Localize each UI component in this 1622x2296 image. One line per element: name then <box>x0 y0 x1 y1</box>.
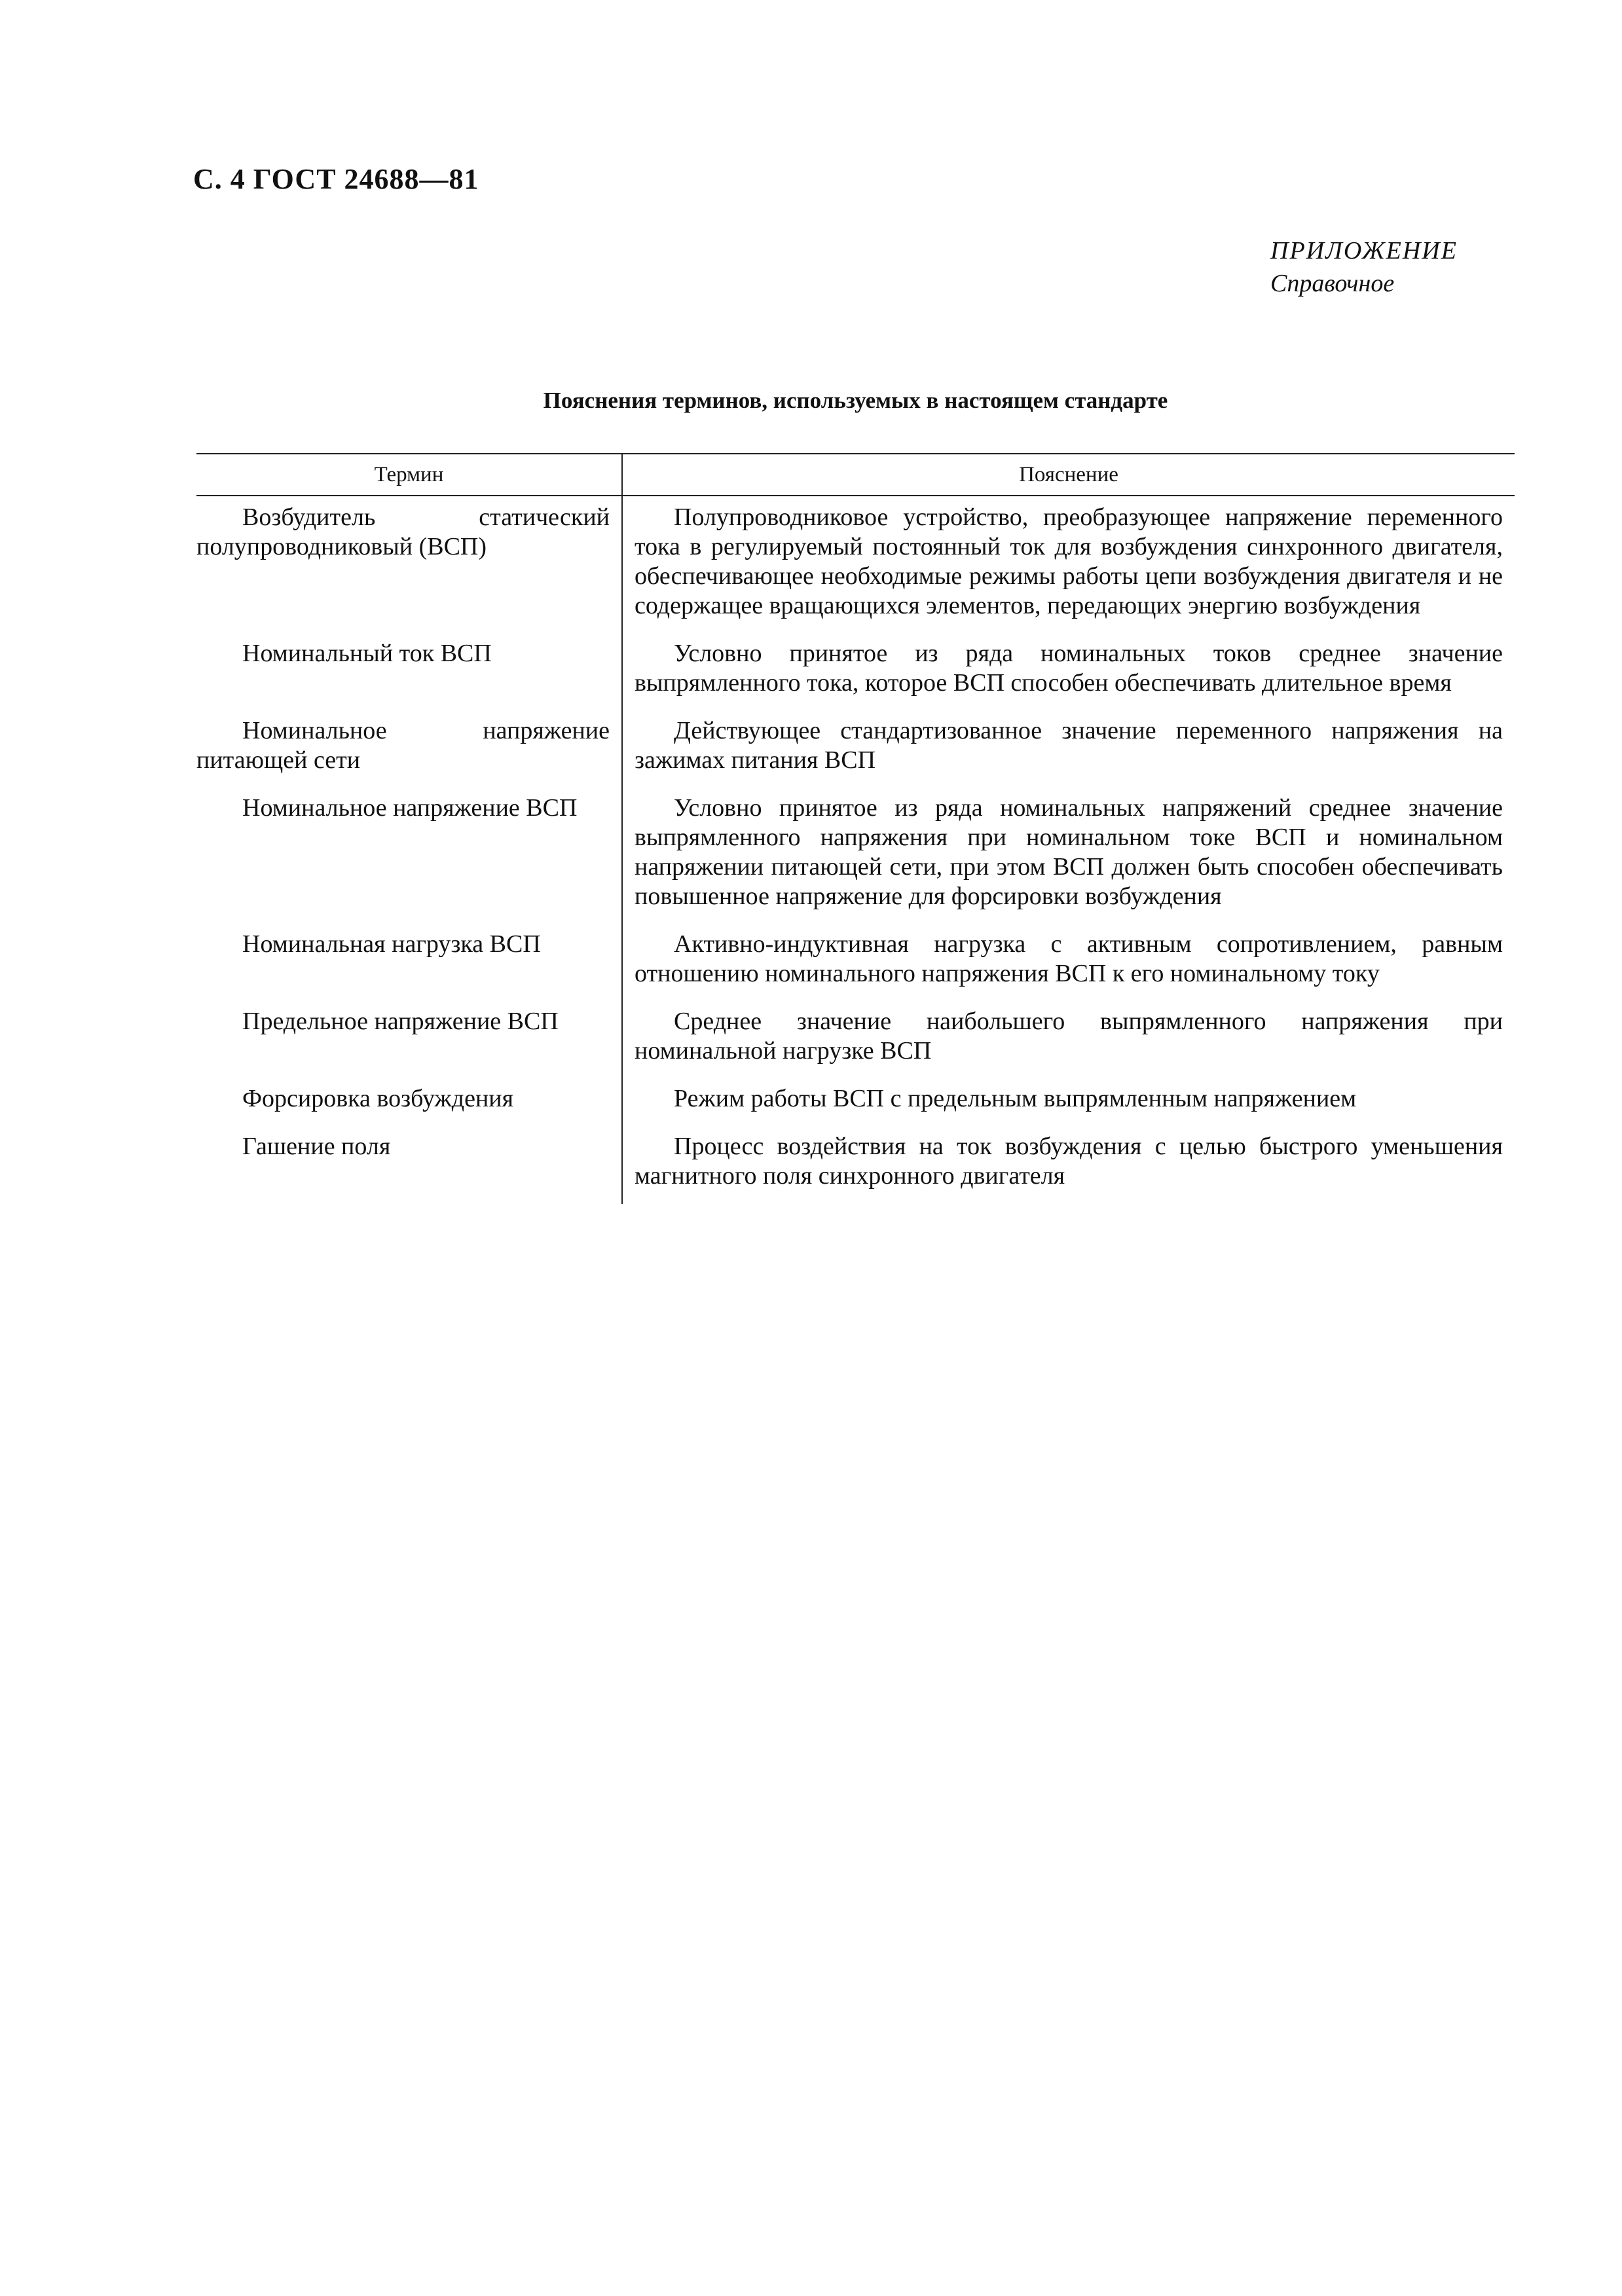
term-cell: Номинальное напряжение питающей сети <box>196 711 622 788</box>
column-header-term: Термин <box>196 454 622 496</box>
table-row <box>196 634 1515 711</box>
explanation-cell: Среднее значение наибольшего выпрямленного напряжения при номинальной нагрузке ВСП <box>635 1008 1503 1065</box>
explanation-cell: Условно принятое из ряда номинальных токов среднее значение выпрямленного тока, которое ВСП способен обеспечивать длительное время <box>635 640 1503 697</box>
appendix-label: ПРИЛОЖЕНИЕ <box>1270 237 1458 264</box>
explanation-cell: Полупроводниковое устройство, преобразующее напряжение переменного тока в регулируемый постоянный ток для возбуждения синхронного двигателя, обеспечивающее необходимые режимы работы цепи возбуждения двигателя и не содержащее вращающихся элементов, передающих энергию возбуждения <box>635 503 1503 619</box>
table-title: Пояснения терминов, используемых в настоящем стандарте <box>543 388 1168 413</box>
explanation-cell: Активно-индуктивная нагрузка с активным сопротивлением, равным отношению номинального напряжения ВСП к его номинальному току <box>635 930 1503 987</box>
terms-table <box>196 453 1515 1204</box>
column-header-explanation: Пояснение <box>1019 462 1118 486</box>
term-cell: Форсировка возбуждения <box>196 1079 622 1127</box>
term-cell: Номинальный ток ВСП <box>196 634 622 711</box>
table-header-row <box>196 454 1515 496</box>
table-row <box>196 1127 1515 1204</box>
appendix-type: Справочное <box>1270 270 1395 297</box>
table-row <box>196 496 1515 634</box>
explanation-cell: Режим работы ВСП с предельным выпрямленным напряжением <box>674 1085 1357 1112</box>
term-cell: Номинальная нагрузка ВСП <box>196 924 622 1002</box>
appendix-block <box>1270 234 1458 300</box>
table-row <box>196 1002 1515 1079</box>
term-cell: Номинальное напряжение ВСП <box>196 788 622 924</box>
term-cell: Возбудитель статический полупроводниковый (ВСП) <box>196 496 622 634</box>
explanation-cell: Процесс воздействия на ток возбуждения с целью быстрого уменьшения магнитного поля синхронного двигателя <box>635 1133 1503 1190</box>
table-row <box>196 1079 1515 1127</box>
term-cell: Предельное напряжение ВСП <box>196 1002 622 1079</box>
explanation-cell: Действующее стандартизованное значение переменного напряжения на зажимах питания ВСП <box>635 717 1503 774</box>
explanation-cell: Условно принятое из ряда номинальных напряжений среднее значение выпрямленного напряжения при номинальном токе ВСП и номинальном напряжении питающей сети, при этом ВСП должен быть способен обеспечивать повышенное напряжение для форсировки возбуждения <box>635 794 1503 910</box>
term-cell: Гашение поля <box>196 1127 622 1204</box>
page-header: С. 4 ГОСТ 24688—81 <box>193 163 479 195</box>
table-row <box>196 924 1515 1002</box>
table-row <box>196 711 1515 788</box>
table-row <box>196 788 1515 924</box>
